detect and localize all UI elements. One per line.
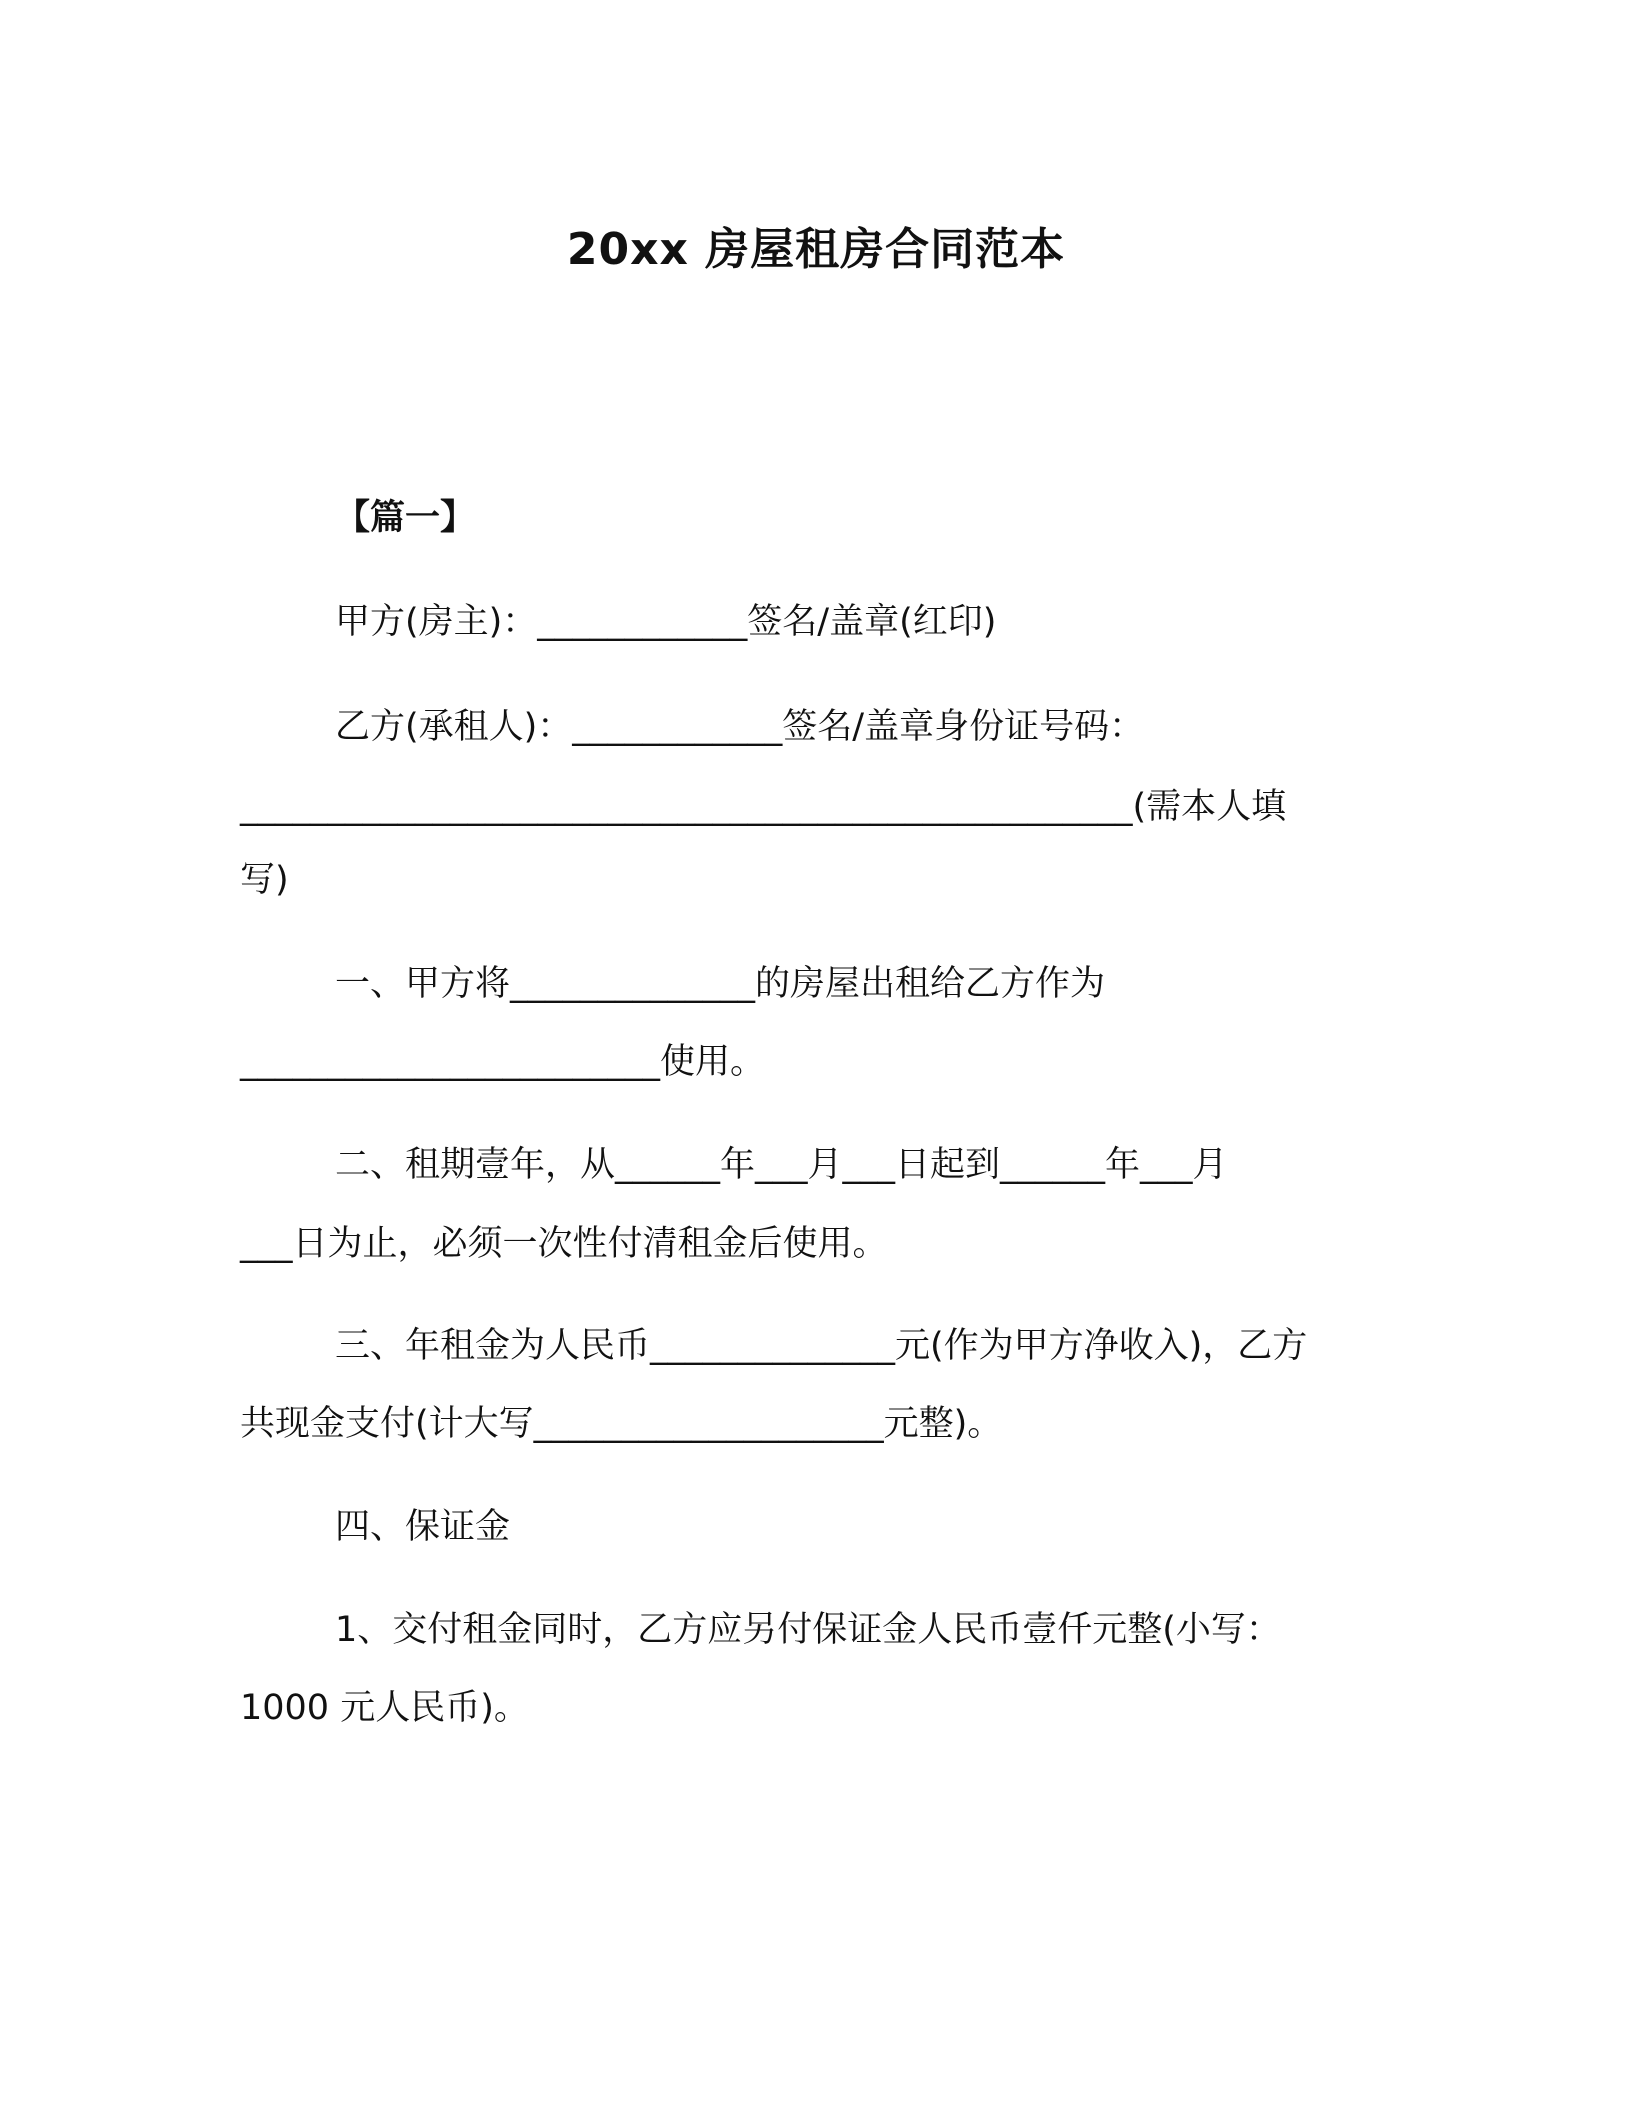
section-heading: 【篇一】 xyxy=(335,498,476,538)
document-title: 20xx 房屋租房合同范本 xyxy=(566,224,1066,275)
clause-1-line-1: 一、甲方将______________的房屋出租给乙方作为 xyxy=(335,964,1106,1004)
party-b-line: 乙方(承租人)：____________签名/盖章身份证号码： xyxy=(335,707,1145,747)
clause-2-line-1: 二、租期壹年，从______年___月___日起到______年___月 xyxy=(335,1145,1228,1185)
clause-1-line-2: ________________________使用。 xyxy=(240,1042,766,1082)
id-number-blank: ___________________________________________________(需本人填 xyxy=(240,787,1287,827)
clause-4-1-line-1: 1、交付租金同时，乙方应另付保证金人民币壹仟元整(小写： xyxy=(335,1610,1281,1650)
party-a-line: 甲方(房主)：____________签名/盖章(红印) xyxy=(335,602,997,642)
clause-4-heading: 四、保证金 xyxy=(335,1507,511,1547)
clause-3-line-1: 三、年租金为人民币______________元(作为甲方净收入)，乙方 xyxy=(335,1326,1308,1366)
id-number-note: 写) xyxy=(240,860,289,900)
clause-3-line-2: 共现金支付(计大写____________________元整)。 xyxy=(240,1404,1003,1444)
clause-4-1-line-2: 1000 元人民币)。 xyxy=(240,1688,529,1728)
clause-2-line-2: ___日为止，必须一次性付清租金后使用。 xyxy=(240,1224,888,1264)
